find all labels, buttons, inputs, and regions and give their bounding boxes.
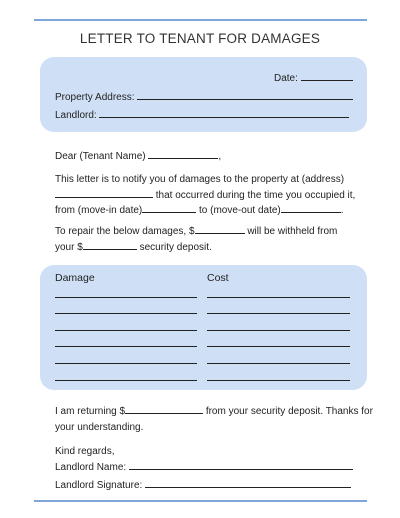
greeting-prefix: Dear (Tenant Name) xyxy=(55,151,146,162)
bottom-rule xyxy=(34,500,367,502)
returning-amount-field[interactable] xyxy=(125,404,203,414)
tenant-name-field[interactable] xyxy=(148,149,218,159)
repair-paragraph xyxy=(55,224,365,255)
landlord-signature-field[interactable] xyxy=(145,478,351,488)
returning-text-2: from your security deposit. Thanks for xyxy=(205,406,373,417)
move-out-label: to (move-out date) xyxy=(199,205,281,216)
repair-text-1: To repair the below damages, $ xyxy=(55,226,195,237)
notice-paragraph xyxy=(55,172,365,219)
kind-regards: Kind regards, xyxy=(55,446,115,457)
cost-line[interactable] xyxy=(207,313,350,314)
repair-text-2: will be withheld from xyxy=(247,226,338,237)
damage-line[interactable] xyxy=(55,380,197,381)
top-rule xyxy=(34,19,367,21)
landlord-signature-label: Landlord Signature: xyxy=(55,480,143,491)
date-row xyxy=(274,71,353,84)
deposit-text-2: security deposit. xyxy=(139,241,212,253)
notice-line-1: This letter is to notify you of damages to the property at (address) xyxy=(55,174,345,185)
page-title: LETTER TO TENANT FOR DAMAGES xyxy=(79,31,321,46)
notice-end: . xyxy=(340,205,344,216)
cost-line[interactable] xyxy=(207,330,350,331)
date-field[interactable] xyxy=(301,71,353,81)
cost-line[interactable] xyxy=(207,346,350,347)
landlord-field[interactable] xyxy=(99,108,349,118)
greeting xyxy=(55,149,365,165)
damage-line[interactable] xyxy=(55,346,197,347)
cost-line[interactable] xyxy=(207,380,350,381)
move-in-date-field[interactable] xyxy=(142,203,196,213)
landlord-signature-row xyxy=(55,478,351,491)
property-address-field[interactable] xyxy=(137,90,353,100)
cost-line[interactable] xyxy=(207,297,350,298)
landlord-name-row xyxy=(55,460,353,473)
greeting-suffix: , xyxy=(218,151,222,162)
landlord-row xyxy=(55,108,349,121)
repair-amount-field[interactable] xyxy=(195,224,245,234)
address-field[interactable] xyxy=(55,188,153,198)
deposit-text-1: your $ xyxy=(55,241,83,253)
landlord-name-field[interactable] xyxy=(129,460,353,470)
cost-column-header: Cost xyxy=(207,272,229,284)
damage-line[interactable] xyxy=(55,363,197,364)
cost-line[interactable] xyxy=(207,363,350,364)
damage-line[interactable] xyxy=(55,330,197,331)
landlord-label: Landlord: xyxy=(55,110,97,121)
property-address-label: Property Address: xyxy=(55,92,135,103)
damage-line[interactable] xyxy=(55,297,197,298)
notice-line-2: that occurred during the time you occupied it, xyxy=(155,189,356,201)
damage-column-header: Damage xyxy=(55,272,95,284)
move-out-date-field[interactable] xyxy=(281,203,341,213)
deposit-amount-field[interactable] xyxy=(83,240,137,250)
date-label: Date: xyxy=(274,73,298,84)
returning-paragraph xyxy=(55,404,375,435)
damage-line[interactable] xyxy=(55,313,197,314)
property-address-row xyxy=(55,90,353,103)
move-in-label: from (move-in date) xyxy=(55,205,143,216)
returning-text-3: your understanding. xyxy=(55,421,144,433)
returning-text-1: I am returning $ xyxy=(55,406,126,417)
landlord-name-label: Landlord Name: xyxy=(55,462,127,473)
